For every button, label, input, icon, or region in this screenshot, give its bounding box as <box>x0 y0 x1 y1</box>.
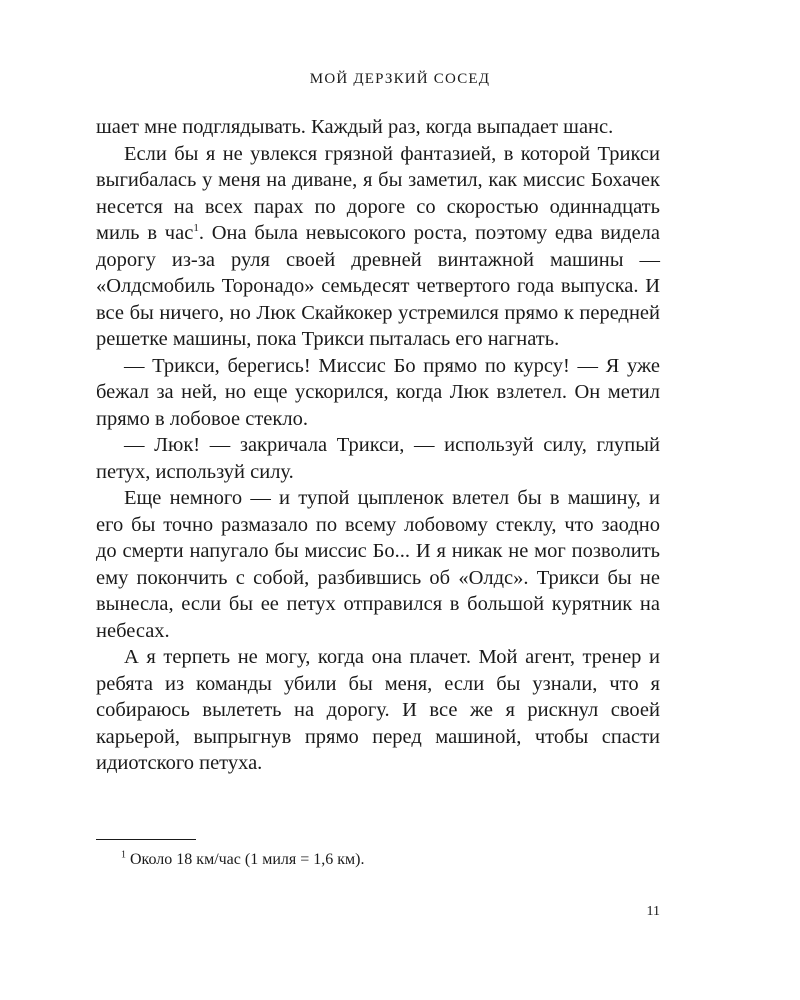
footnote-marker: 1 <box>121 849 126 861</box>
page-number: 11 <box>646 904 660 919</box>
footnote <box>121 850 365 870</box>
footnote-divider <box>96 839 196 840</box>
paragraph <box>96 141 660 353</box>
running-header: МОЙ ДЕРЗКИЙ СОСЕД <box>309 71 491 87</box>
body-text <box>96 114 660 777</box>
paragraph: А я терпеть не могу, когда она плачет. Мой агент, тренер и ребята из команды убили бы меня, если бы узнали, что я собираюсь вылететь на дорогу. И все же я рискнул своей карьерой, выпрыгнув прямо перед машиной, чтобы спасти идиотского петуха. <box>96 646 660 774</box>
paragraph-text: Если бы я не увлекся грязной фантазией, в которой Трикси выгибалась у меня на диване, я бы заметил, как миссис Бохачек несется на всех парах по дороге со скоростью одиннадцать миль в час <box>96 142 660 244</box>
paragraph-continuation: шает мне подглядывать. Каждый раз, когда выпадает шанс. <box>96 116 614 138</box>
paragraph-text: . Она была невысокого роста, поэтому едва видела дорогу из-за руля своей древней винтажной машины — «Олдсмобиль Торонадо» семьдесят четвертого года выпуска. И все бы ничего, но Люк Скайкокер устремился прямо к передней решетке машины, пока Трикси пыталась его нагнать. <box>96 222 660 350</box>
footnote-reference: 1 <box>193 222 199 235</box>
paragraph: Еще немного — и тупой цыпленок влетел бы в машину, и его бы точно размазало по всему лобовому стеклу, что заодно до смерти напугало бы миссис Бо... И я никак не мог позволить ему покончить с собой, разбившись об «Олдс». Трикси бы не вынесла, если бы ее петух отправился в большой курятник на небесах. <box>96 487 660 642</box>
paragraph: — Трикси, берегись! Миссис Бо прямо по курсу! — Я уже бежал за ней, но еще ускорился, когда Люк взлетел. Он метил прямо в лобовое стекло. <box>96 354 660 430</box>
paragraph: — Люк! — закричала Трикси, — используй силу, глупый петух, используй силу. <box>96 434 660 483</box>
footnote-text: Около 18 км/час (1 миля = 1,6 км). <box>126 851 365 868</box>
